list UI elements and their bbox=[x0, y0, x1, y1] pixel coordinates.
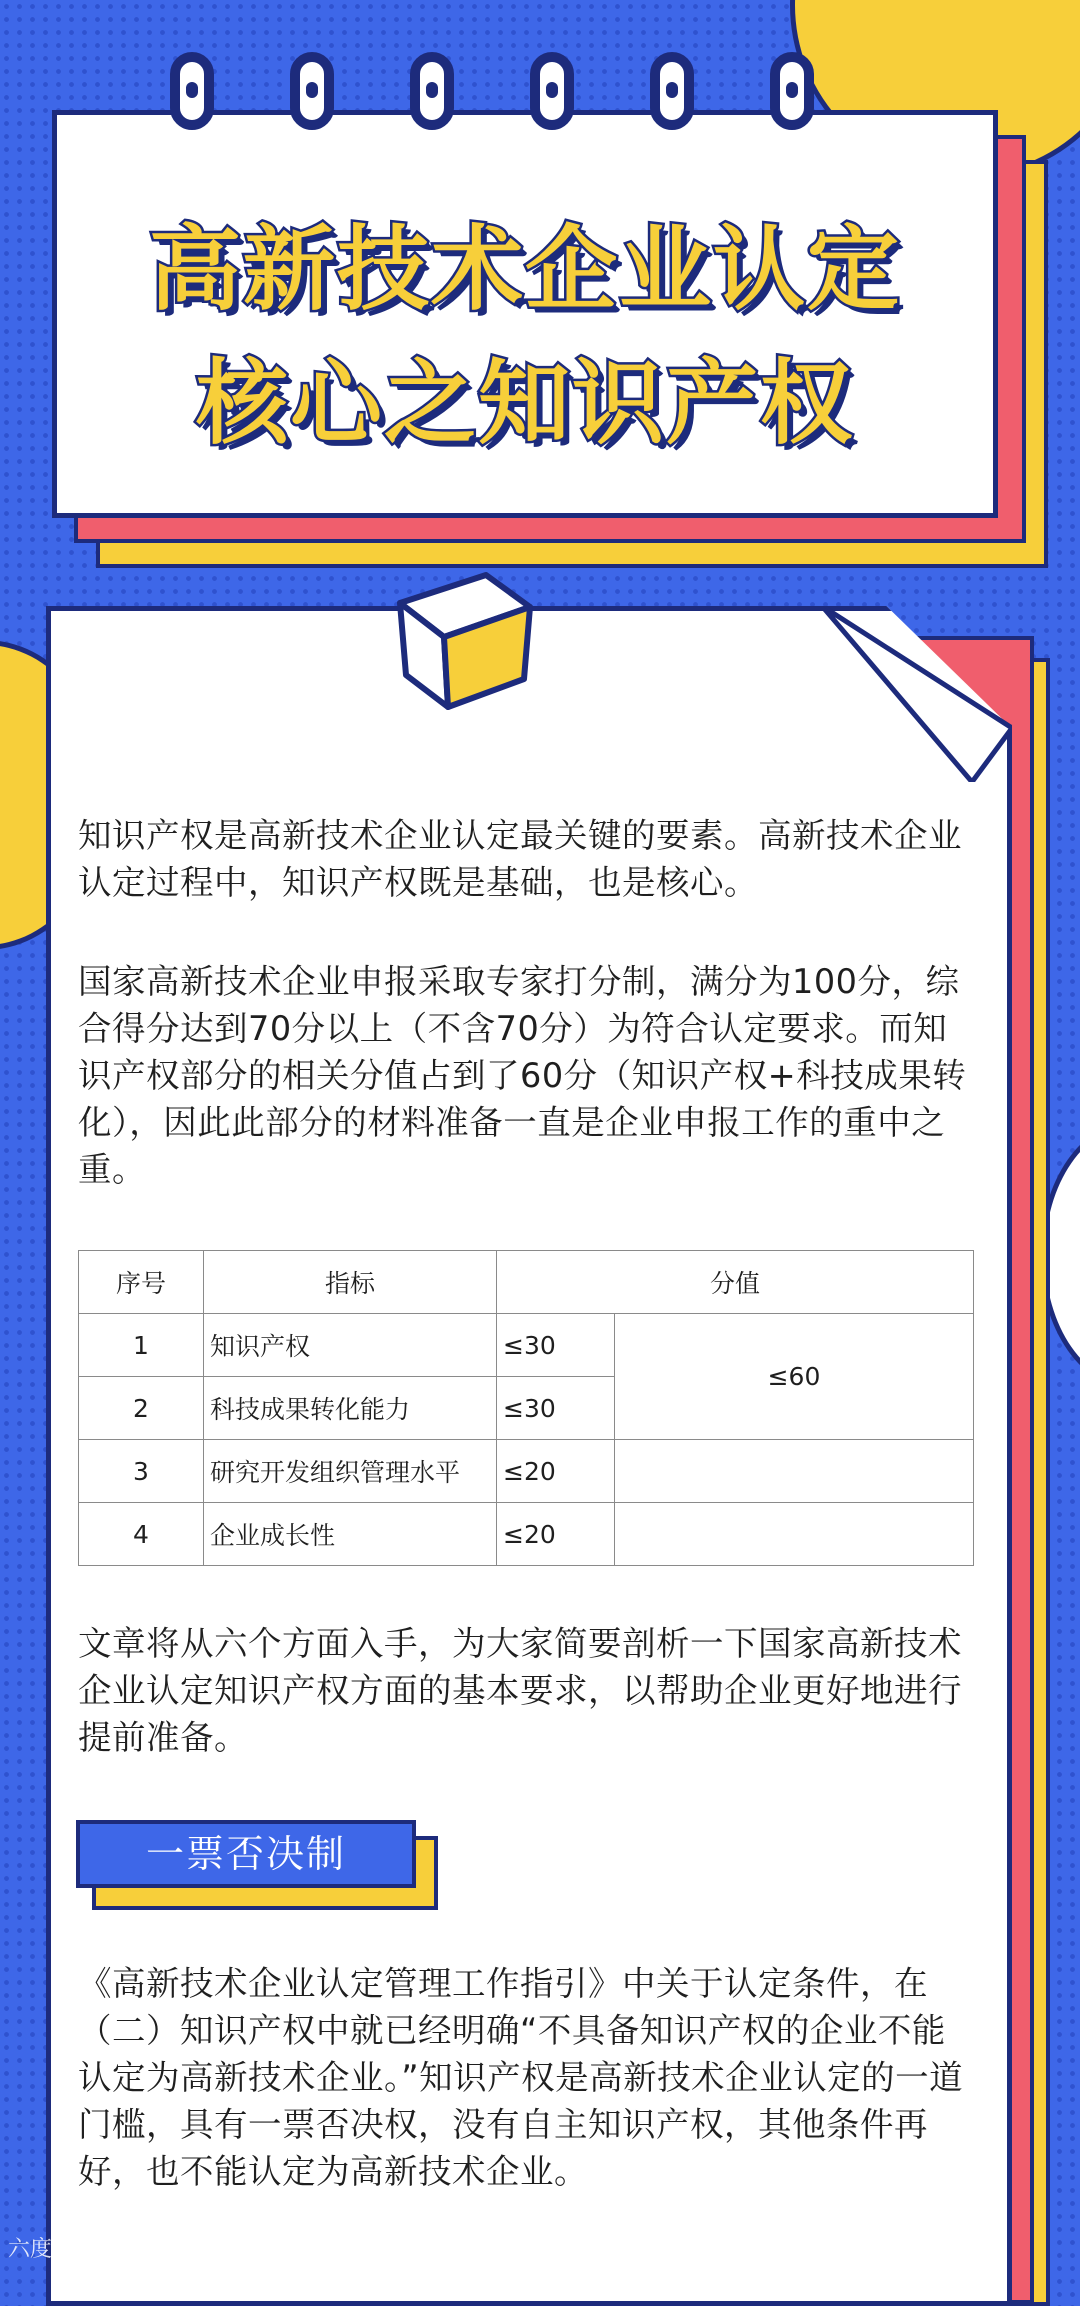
intro-paragraph: 知识产权是高新技术企业认定最关键的要素。高新技术企业认定过程中，知识产权既是基础，也是核心。 bbox=[78, 816, 962, 902]
scoring-paragraph: 国家高新技术企业申报采取专家打分制，满分为100分，综合得分达到70分以上（不含70分）为符合认定要求。而知识产权部分的相关分值占到了60分（知识产权+科技成果转化），因此此部分的材料准备一直是企业申报工作的重中之重。 bbox=[78, 962, 967, 1189]
binder-ring-icon bbox=[290, 52, 334, 130]
veto-paragraph: 《高新技术企业认定管理工作指引》中关于认定条件，在（二）知识产权中就已经明确“不具备知识产权的企业不能认定为高新技术企业。”知识产权是高新技术企业认定的一道门槛，具有一票否决权，没有自主知识产权，其他条件再好，也不能认定为高新技术企业。 bbox=[78, 1964, 964, 2191]
binder-ring-icon bbox=[170, 52, 214, 130]
table-cell-no: 1 bbox=[79, 1314, 204, 1377]
table-cell-score: ≤30 bbox=[497, 1377, 615, 1440]
table-cell-score: ≤20 bbox=[497, 1440, 615, 1503]
table-cell-score: ≤20 bbox=[497, 1503, 615, 1566]
overview-paragraph: 文章将从六个方面入手，为大家简要剖析一下国家高新技术企业认定知识产权方面的基本要求，以帮助企业更好地进行提前准备。 bbox=[78, 1624, 962, 1757]
table-cell-no: 2 bbox=[79, 1377, 204, 1440]
table-cell-indicator: 知识产权 bbox=[204, 1314, 497, 1377]
page-title-line-1: 高新技术企业认定 bbox=[148, 216, 901, 323]
table-cell-empty bbox=[615, 1503, 974, 1566]
table-row bbox=[79, 1314, 974, 1377]
table-cell-indicator: 研究开发组织管理水平 bbox=[204, 1440, 497, 1503]
table-cell-empty bbox=[615, 1440, 974, 1503]
table-cell-no: 3 bbox=[79, 1440, 204, 1503]
table-cell-score: ≤30 bbox=[497, 1314, 615, 1377]
page-title-line-2: 核心之知识产权 bbox=[195, 350, 854, 457]
binder-ring-icon bbox=[530, 52, 574, 130]
table-header: 序号 bbox=[79, 1251, 204, 1314]
score-table bbox=[78, 1250, 974, 1566]
table-row bbox=[79, 1503, 974, 1566]
table-cell-combined-score: ≤60 bbox=[615, 1314, 974, 1440]
binder-ring-icon bbox=[650, 52, 694, 130]
table-header-row bbox=[79, 1251, 974, 1314]
table-cell-no: 4 bbox=[79, 1503, 204, 1566]
binder-ring-icon bbox=[770, 52, 814, 130]
table-header: 分值 bbox=[497, 1251, 974, 1314]
table-cell-indicator: 企业成长性 bbox=[204, 1503, 497, 1566]
cube-icon bbox=[390, 555, 540, 715]
section-label: 一票否决制 bbox=[76, 1820, 416, 1888]
binder-ring-icon bbox=[410, 52, 454, 130]
watermark: 六度跨境 bbox=[8, 2237, 97, 2262]
table-row bbox=[79, 1440, 974, 1503]
page-fold-corner-icon bbox=[822, 606, 1012, 782]
table-header: 指标 bbox=[204, 1251, 497, 1314]
table-cell-indicator: 科技成果转化能力 bbox=[204, 1377, 497, 1440]
